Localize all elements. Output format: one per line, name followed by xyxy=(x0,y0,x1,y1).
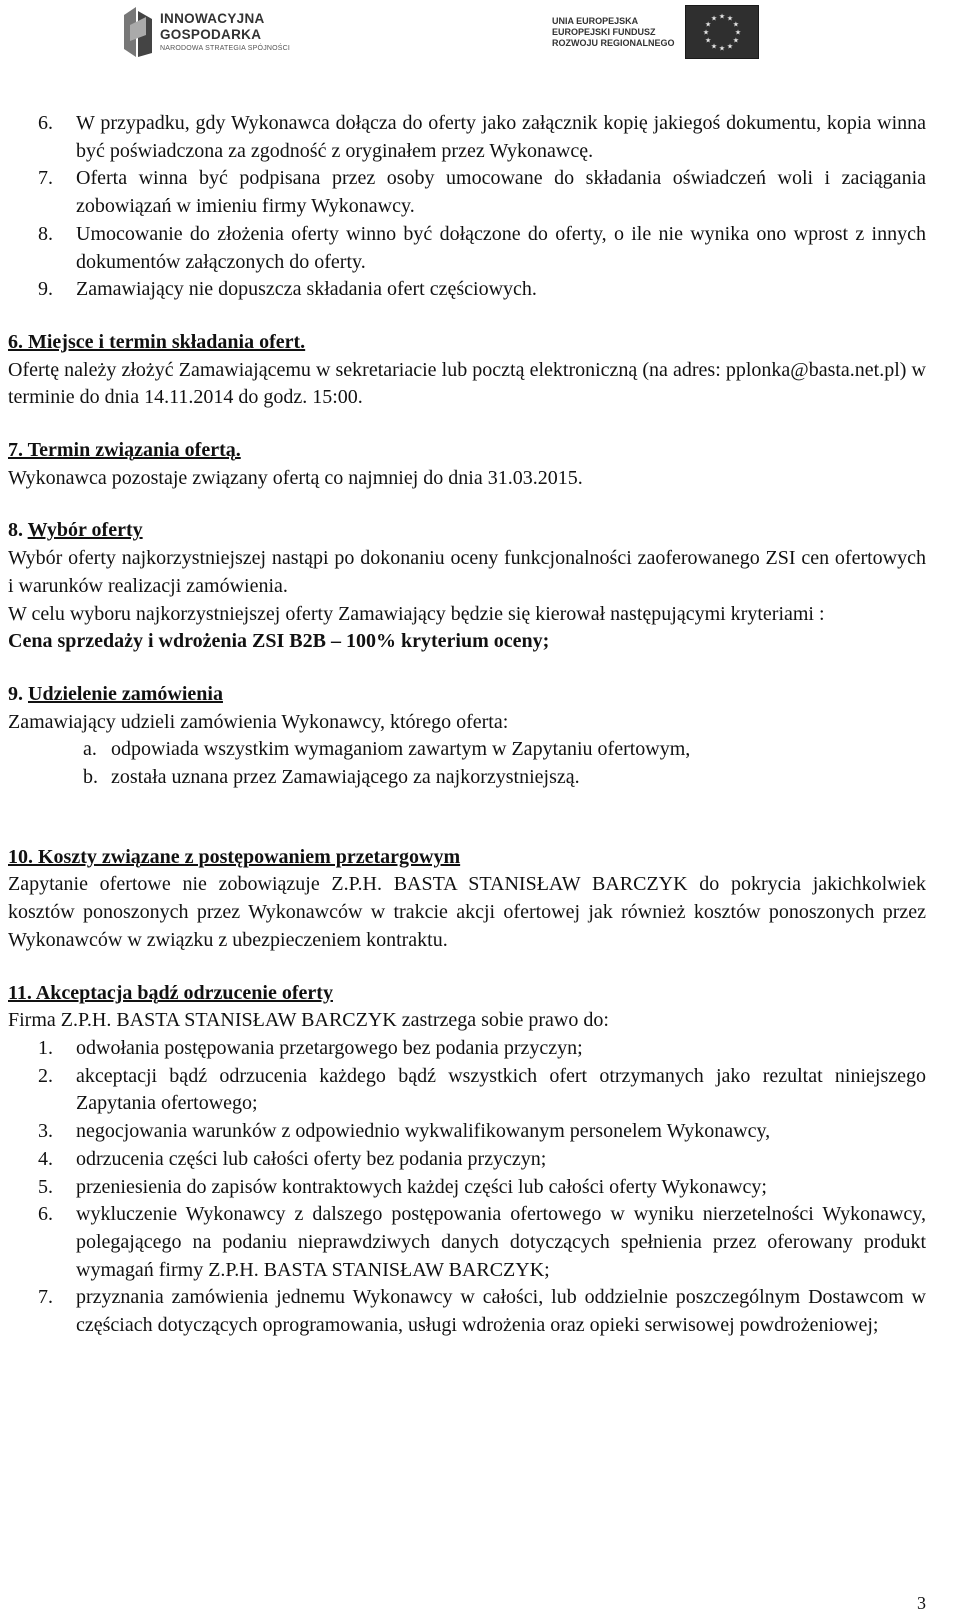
list-item xyxy=(8,1146,926,1174)
list-text: Oferta winna być podpisana przez osoby umocowane do składania oświadczeń woli i zaciągania zobowiązań w imieniu firmy Wykonawcy. xyxy=(76,167,926,218)
list-text: wykluczenie Wykonawcy z dalszego postępowania ofertowego w wyniku nierzetelności Wykonawcy, polegającego na podaniu nieprawdziwych danych dotyczących spełnienia przez oferowany produkt wymagań firmy Z.P.H. BASTA STANISŁAW BARCZYK; xyxy=(76,1203,926,1281)
eu-fund-logo xyxy=(552,4,759,60)
eu-star-icon: ★ xyxy=(726,14,733,23)
section-10-heading: 10. Koszty związane z postępowaniem przetargowym xyxy=(8,845,461,868)
ig-emblem-icon xyxy=(122,5,154,59)
list-number: 6. xyxy=(38,112,53,134)
section-8-text-1: Wybór oferty najkorzystniejszej nastąpi po dokonaniu oceny funkcjonalności zaoferowanego ZSI cen ofertowych i warunków realizacji zamówienia. xyxy=(8,547,926,597)
list-item xyxy=(8,736,926,764)
list-number: 7. xyxy=(38,167,53,190)
list-item xyxy=(8,1063,926,1118)
list-item xyxy=(8,1284,926,1339)
innowacyjna-gospodarka-logo xyxy=(122,4,290,60)
section-6-heading: 6. Miejsce i termin składania ofert. xyxy=(8,330,306,353)
list-number: 8. xyxy=(38,222,53,245)
list-number: 6. xyxy=(38,1203,53,1226)
page-number: 3 xyxy=(917,1593,926,1613)
section-7-text: Wykonawca pozostaje związany ofertą co najmniej do dnia 31.03.2015. xyxy=(8,466,583,489)
list-number: 2. xyxy=(38,1064,53,1087)
list-item xyxy=(8,165,926,220)
list-letter: b. xyxy=(83,766,98,789)
list-text: Zamawiający nie dopuszcza składania ofert częściowych. xyxy=(76,278,537,301)
rights-list xyxy=(8,1035,926,1340)
list-number: 4. xyxy=(38,1147,53,1170)
section-9-heading xyxy=(8,681,926,709)
list-number: 1. xyxy=(38,1036,53,1059)
page-header xyxy=(0,0,960,64)
section-10-text: Zapytanie ofertowe nie zobowiązuje Z.P.H. BASTA STANISŁAW BARCZYK do pokrycia jakichkolwiek kosztów ponoszonych przez Wykonawców w trakcie akcji ofertowej jak również kosztów ponoszonych przez Wykonawców w związku z ubezpieczeniem kontraktu. xyxy=(8,873,926,951)
section-8-title: Wybór oferty xyxy=(27,519,143,542)
eu-star-icon: ★ xyxy=(704,36,711,45)
list-text: odrzucenia części lub całości oferty bez podania przyczyn; xyxy=(76,1147,547,1170)
list-text: przyznania zamówienia jednemu Wykonawcy w całości, lub oddzielnie poszczególnym Dostawcom w częściach dotyczących oprogramowania, usługi wdrożenia oraz opieki serwisowej powdrożeniowej; xyxy=(76,1286,926,1337)
award-conditions-list xyxy=(8,736,926,791)
requirements-list xyxy=(8,110,926,304)
list-item xyxy=(8,1174,926,1202)
list-text: przeniesienia do zapisów kontraktowych każdej części lub całości oferty Wykonawcy; xyxy=(76,1175,767,1198)
list-item xyxy=(8,110,926,165)
list-text: odpowiada wszystkim wymaganiom zawartym w Zapytaniu ofertowym, xyxy=(111,738,691,761)
section-9-text: Zamawiający udzieli zamówienia Wykonawcy, którego oferta: xyxy=(8,710,509,733)
section-6-text: Ofertę należy złożyć Zamawiającemu w sekretariacie lub pocztą elektroniczną (na adres: pplonka@basta.net.pl) w terminie do dnia 14.11.2014 do godz. 15:00. xyxy=(8,358,926,409)
eu-star-icon: ★ xyxy=(732,20,739,29)
document-body xyxy=(8,110,926,1340)
list-text: W przypadku, gdy Wykonawca dołącza do oferty jako załącznik kopię jakiegoś dokumentu, kopia winna być poświadczona za zgodność z oryginałem przez Wykonawcę. xyxy=(76,112,926,162)
eu-star-icon: ★ xyxy=(710,42,717,51)
section-8-heading xyxy=(8,517,926,545)
section-8-criterion: Cena sprzedaży i wdrożenia ZSI B2B – 100% kryterium oceny; xyxy=(8,630,550,653)
list-text: negocjowania warunków z odpowiednio wykwalifikowanym personelem Wykonawcy, xyxy=(76,1120,771,1143)
list-letter: a. xyxy=(83,738,97,761)
list-item xyxy=(8,276,926,304)
section-11-text: Firma Z.P.H. BASTA STANISŁAW BARCZYK zastrzega sobie prawo do: xyxy=(8,1009,609,1032)
list-item xyxy=(8,1035,926,1063)
eu-logo-line3: ROZWOJU REGIONALNEGO xyxy=(552,37,675,48)
list-text: została uznana przez Zamawiającego za najkorzystniejszą. xyxy=(111,766,580,789)
eu-star-icon: ★ xyxy=(710,14,717,23)
eu-star-icon: ★ xyxy=(726,42,733,51)
list-number: 3. xyxy=(38,1120,53,1143)
ig-logo-line2: GOSPODARKA xyxy=(160,26,262,42)
list-item xyxy=(8,221,926,276)
section-9-title: Udzielenie zamówienia xyxy=(28,682,223,705)
list-text: akceptacji bądź odrzucenia każdego bądź wszystkich ofert otrzymanych jako rezultat niniejszego Zapytania ofertowego; xyxy=(76,1064,926,1115)
list-item xyxy=(8,1118,926,1146)
list-item xyxy=(8,764,926,792)
list-number: 9. xyxy=(38,278,53,301)
list-item xyxy=(8,1201,926,1284)
eu-star-icon: ★ xyxy=(718,12,725,21)
eu-star-icon: ★ xyxy=(704,20,711,29)
eu-star-icon: ★ xyxy=(718,44,725,53)
section-8-text-2: W celu wyboru najkorzystniejszej oferty Zamawiający będzie się kierował następującymi kryteriami : xyxy=(8,602,825,625)
list-text: Umocowanie do złożenia oferty winno być dołączone do oferty, o ile nie wynika ono wprost z innych dokumentów załączonych do oferty. xyxy=(76,222,926,273)
section-8-number: 8. xyxy=(8,519,28,542)
eu-logo-line1: UNIA EUROPEJSKA xyxy=(552,15,639,26)
section-7-heading: 7. Termin związania ofertą. xyxy=(8,439,241,462)
ig-logo-line3: NARODOWA STRATEGIA SPÓJNOŚCI xyxy=(160,45,291,52)
eu-star-icon: ★ xyxy=(702,28,709,37)
ig-logo-line1: INNOWACYJNA xyxy=(160,11,265,26)
section-9-number: 9. xyxy=(8,682,28,705)
eu-star-icon: ★ xyxy=(732,36,739,45)
list-number: 5. xyxy=(38,1175,53,1198)
eu-logo-line2: EUROPEJSKI FUNDUSZ xyxy=(552,26,656,37)
list-number: 7. xyxy=(38,1286,53,1309)
list-text: odwołania postępowania przetargowego bez podania przyczyn; xyxy=(76,1036,583,1059)
section-11-heading: 11. Akceptacja bądź odrzucenie oferty xyxy=(8,981,333,1004)
eu-flag-icon xyxy=(685,5,759,59)
eu-star-icon: ★ xyxy=(734,28,741,37)
